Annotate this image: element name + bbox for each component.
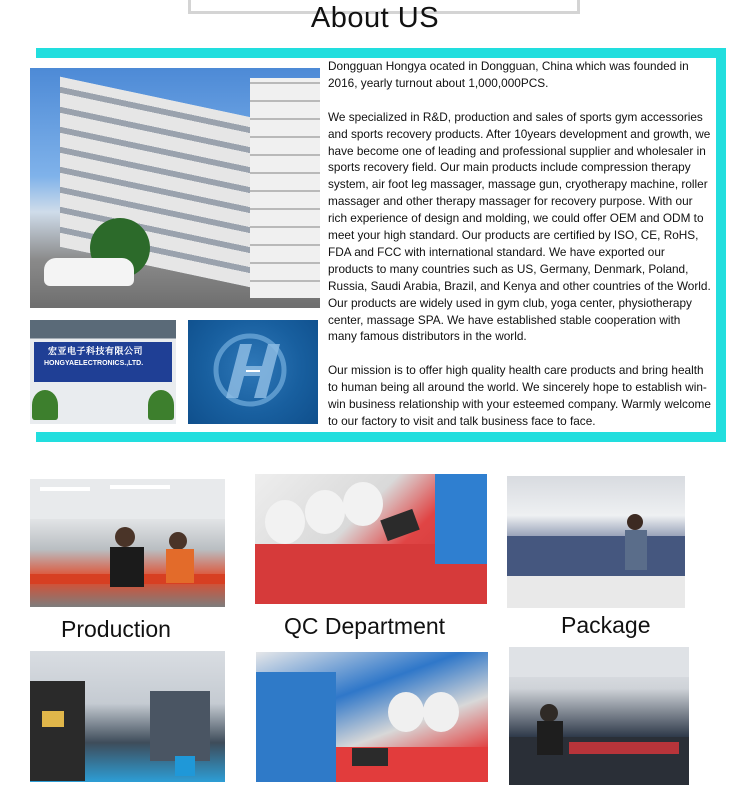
about-paragraph-mission: Our mission is to offer high quality health care products and bring health to human being all around the world. We sincerely hope to establish win-win business relationship with your esteemed company. Warmly welcome to our factory to visit and talk business face to face. bbox=[328, 363, 711, 428]
plant-left bbox=[32, 390, 58, 420]
production-workers-illustration bbox=[30, 479, 225, 607]
signboard-chinese-name: 宏亚电子科技有限公司 bbox=[48, 347, 144, 357]
signboard-english-name: HONGYAELECTRONICS.,LTD. bbox=[44, 360, 144, 367]
plant-right bbox=[148, 390, 174, 420]
qc-inspection-illustration bbox=[255, 474, 487, 604]
about-description bbox=[328, 58, 712, 447]
assembly-illustration bbox=[509, 647, 689, 785]
qc-massage-gun-photo bbox=[255, 474, 487, 604]
package-boxes-illustration bbox=[507, 476, 685, 608]
about-paragraph-business: We specialized in R&D, production and sales of sports gym accessories and sports recovery products. After 10years development and growth, we have become one of leading and professional supplier and wholesaler in sports recovery field. Our main products include compression therapy system, air foot leg massager, massage gun, cryotherapy machine, roller massager and other therapy massager for recovery purpose. With our rich experience of design and molding, we could offer OEM and ODM to meet your high standard. Our products are certified by ISO, CE, RoHS, FDA and FCC with international standard. We have exported our products to many countries such as US, Germany, Denmark, Poland, Russia, Saudi Arabia, Brazil, and Kenya and other countries of the World. Our products are widely used in gym club, yoga center, physiotherapy center, massage SPA. We have established stable cooperation with many famous distributors in the world. bbox=[328, 109, 711, 344]
qc-testing-illustration bbox=[256, 652, 488, 782]
production-label: Production bbox=[61, 616, 171, 642]
package-label: Package bbox=[561, 612, 651, 638]
parked-car bbox=[44, 258, 134, 286]
qc-department-label: QC Department bbox=[284, 613, 446, 639]
machinery-workshop-photo bbox=[30, 651, 225, 782]
company-logo bbox=[188, 320, 318, 424]
page-title: About US bbox=[310, 2, 440, 34]
package-warehouse-photo bbox=[507, 476, 685, 608]
qc-testing-photo bbox=[256, 652, 488, 782]
about-paragraph-intro: Dongguan Hongya ocated in Dongguan, China which was founded in 2016, yearly turnout about 1,000,000PCS. bbox=[328, 59, 689, 90]
building-side bbox=[250, 78, 320, 298]
h-logo-icon bbox=[188, 320, 318, 424]
workshop-illustration bbox=[30, 651, 225, 782]
production-line-photo bbox=[30, 479, 225, 607]
company-signboard-photo bbox=[30, 320, 176, 424]
factory-building-photo bbox=[30, 68, 320, 308]
assembly-line-photo bbox=[509, 647, 689, 785]
